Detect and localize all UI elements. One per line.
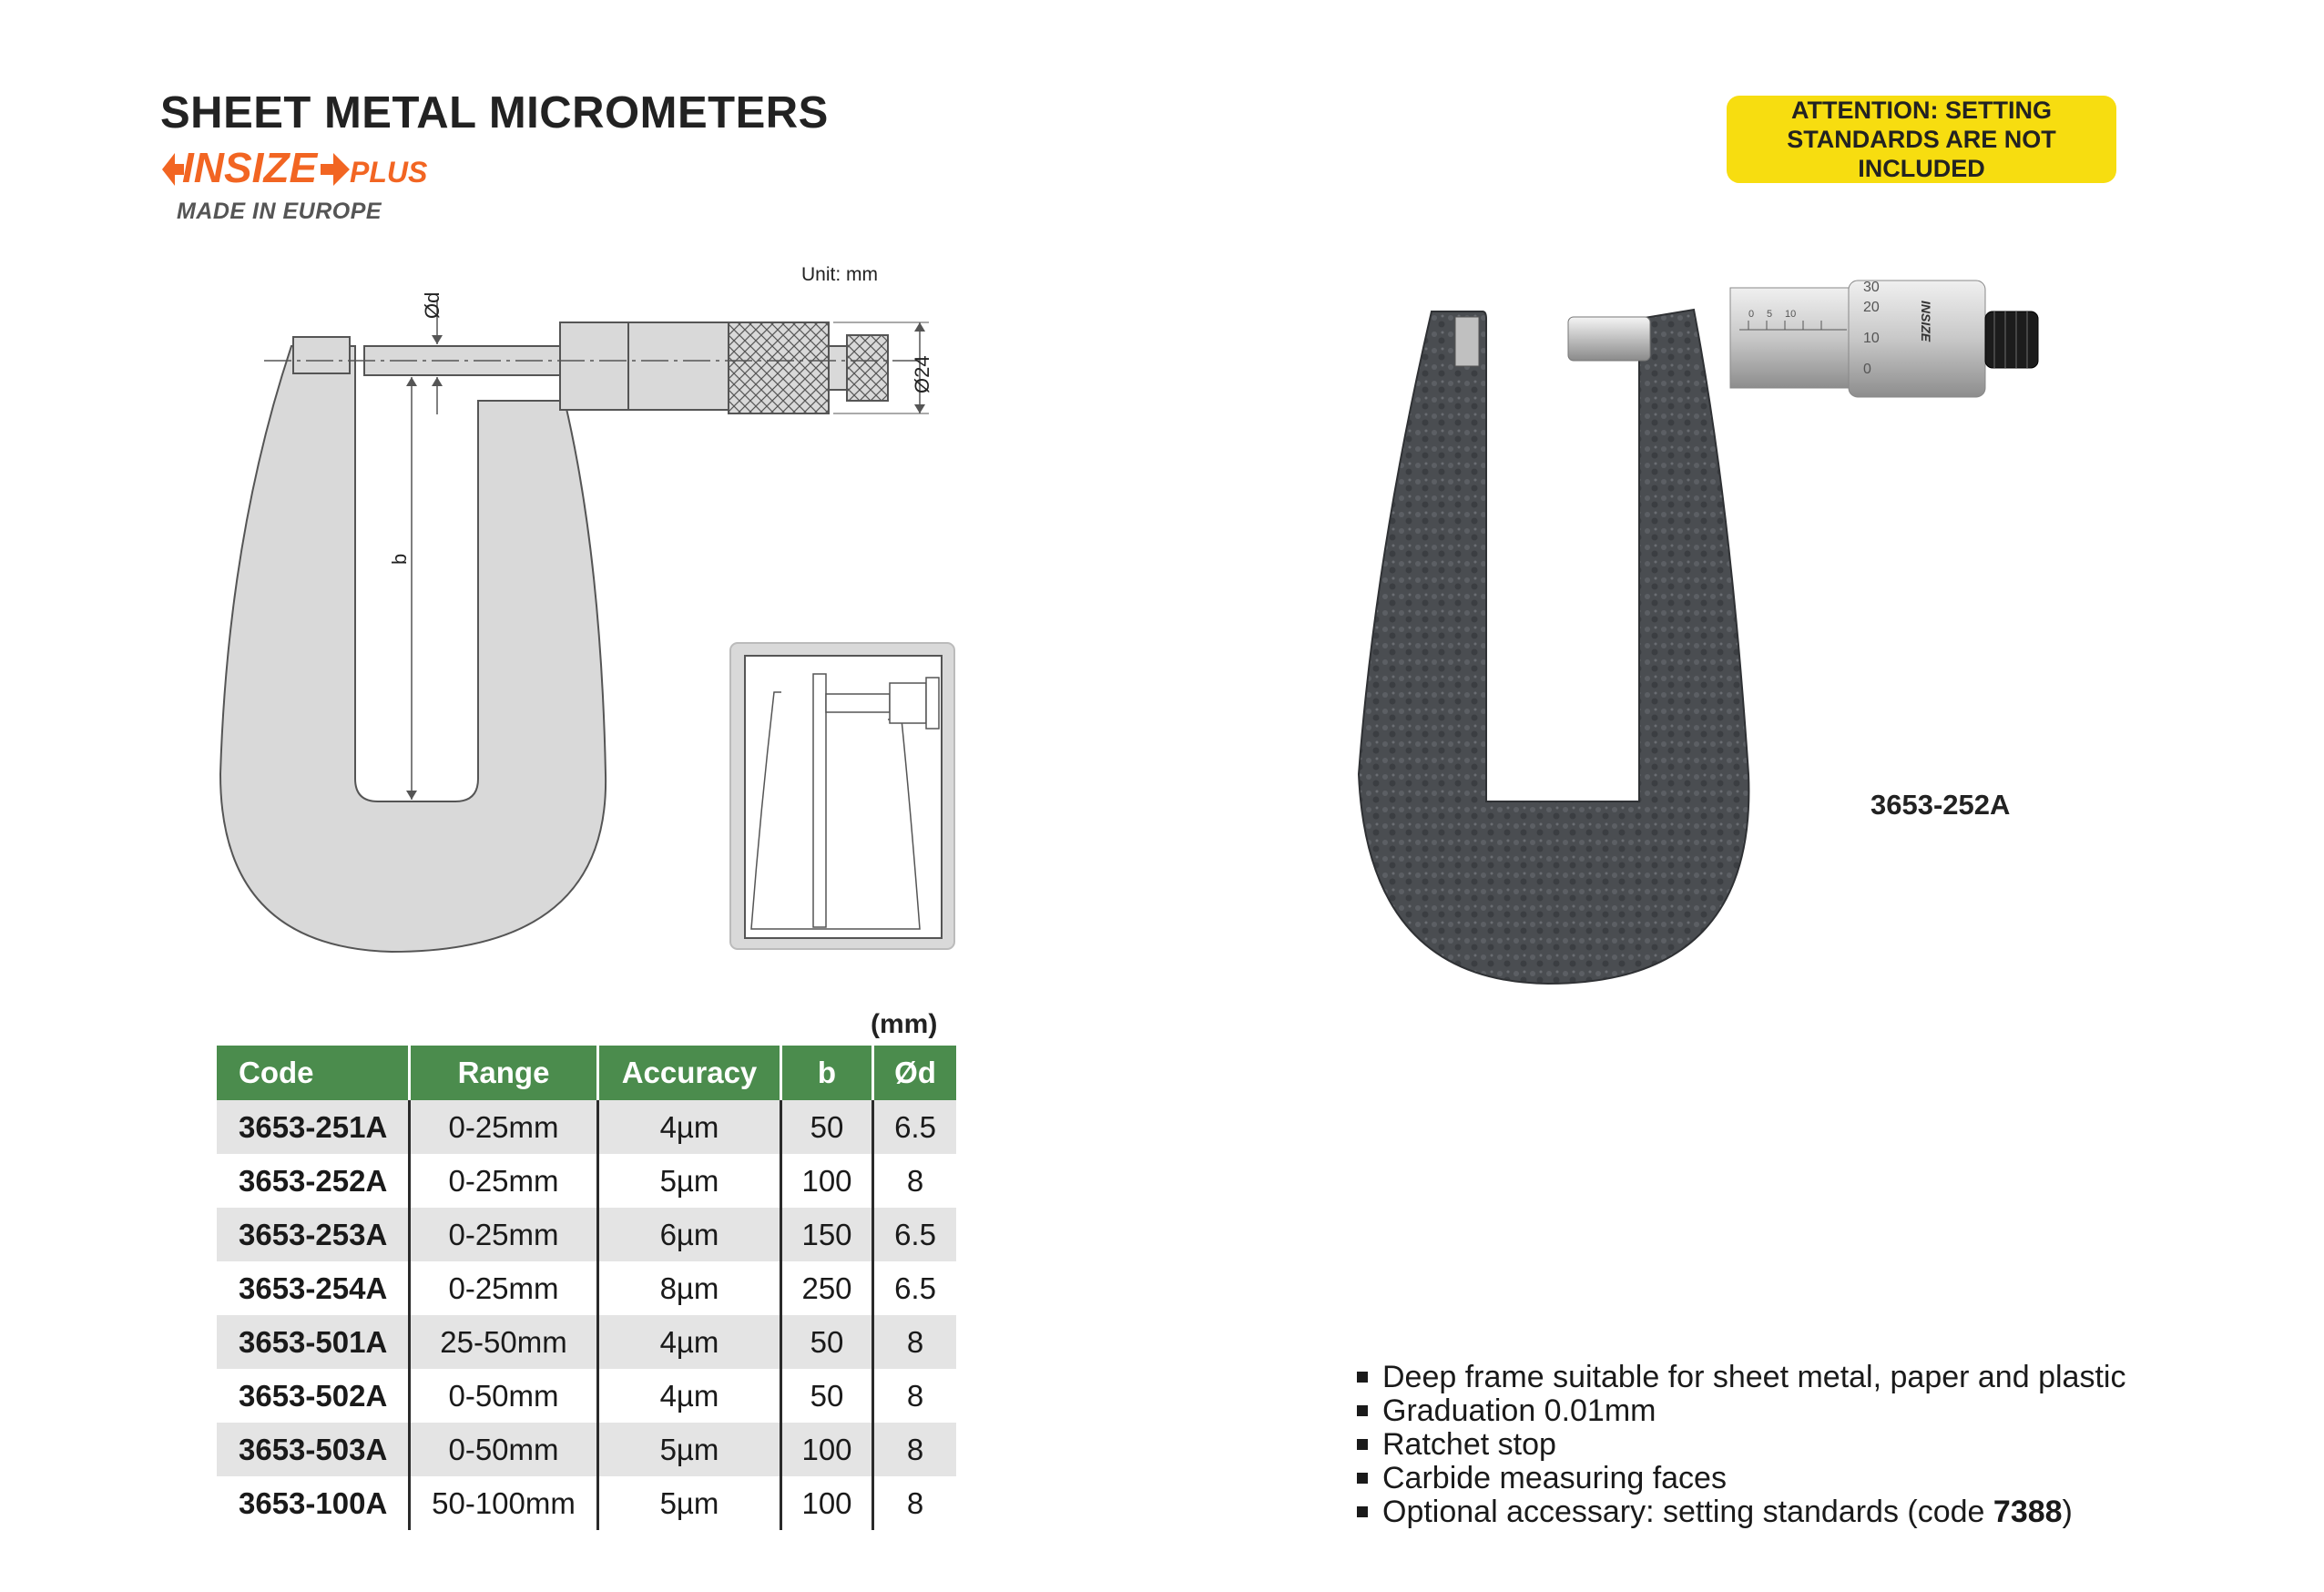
header-b: b — [781, 1046, 873, 1100]
bullet-icon — [1357, 1405, 1368, 1416]
cell-d: 8 — [873, 1315, 957, 1369]
cell-d: 8 — [873, 1369, 957, 1423]
sleeve-number-5: 5 — [1767, 309, 1773, 320]
cell-d: 8 — [873, 1476, 957, 1530]
feature-item — [1357, 1462, 2125, 1495]
thimble-number-20: 20 — [1863, 300, 1880, 315]
features-list — [1357, 1361, 2125, 1529]
brand-logo — [160, 142, 461, 228]
cell-accuracy: 6µm — [598, 1208, 781, 1261]
cell-b: 250 — [781, 1261, 873, 1315]
table-row — [217, 1476, 956, 1530]
bullet-icon — [1357, 1439, 1368, 1450]
photo-sleeve — [1730, 288, 1849, 388]
cell-accuracy: 4µm — [598, 1100, 781, 1154]
attention-line-1: ATTENTION: SETTING — [1791, 97, 2052, 124]
table-row — [217, 1100, 956, 1154]
photo-anvil — [1455, 317, 1479, 366]
product-photo — [1348, 264, 2140, 1002]
cell-range: 0-25mm — [410, 1261, 598, 1315]
table-row — [217, 1208, 956, 1261]
page-title: SHEET METAL MICROMETERS — [160, 88, 829, 138]
feature-item — [1357, 1495, 2125, 1529]
drawing-inset — [730, 643, 954, 949]
unit-label: Unit: mm — [801, 264, 878, 285]
drawing-sleeve-2 — [628, 322, 729, 410]
thimble-brand: INSIZE — [1919, 301, 1933, 342]
cell-d: 6.5 — [873, 1100, 957, 1154]
cell-b: 100 — [781, 1476, 873, 1530]
cell-b: 50 — [781, 1315, 873, 1369]
cell-range: 0-50mm — [410, 1369, 598, 1423]
table-unit: (mm) — [871, 1009, 938, 1039]
cell-range: 0-25mm — [410, 1154, 598, 1208]
cell-accuracy: 5µm — [598, 1476, 781, 1530]
cell-code: 3653-501A — [217, 1315, 410, 1369]
feature-text: Ratchet stop — [1382, 1427, 1556, 1462]
cell-b: 50 — [781, 1100, 873, 1154]
drawing-ratchet-neck — [829, 346, 847, 390]
cell-b: 100 — [781, 1423, 873, 1476]
table-row — [217, 1369, 956, 1423]
thimble-number-30: 30 — [1863, 280, 1880, 295]
cell-accuracy: 4µm — [598, 1369, 781, 1423]
cell-accuracy: 5µm — [598, 1154, 781, 1208]
cell-d: 6.5 — [873, 1208, 957, 1261]
drawing-frame — [220, 346, 606, 952]
feature-text: Optional accessary: setting standards (code — [1382, 1495, 1993, 1529]
feature-item — [1357, 1428, 2125, 1462]
feature-item — [1357, 1361, 2125, 1394]
header-d: Ød — [873, 1046, 957, 1100]
cell-accuracy: 8µm — [598, 1261, 781, 1315]
cell-range: 0-25mm — [410, 1100, 598, 1154]
cell-d: 8 — [873, 1423, 957, 1476]
photo-spindle — [1568, 317, 1650, 361]
photo-frame — [1359, 310, 1748, 984]
table-row — [217, 1154, 956, 1208]
header-code: Code — [217, 1046, 410, 1100]
attention-notice — [1727, 96, 2116, 183]
label-24: Ø24 — [911, 355, 933, 393]
brand-suffix: PLUS — [350, 156, 428, 189]
cell-code: 3653-502A — [217, 1369, 410, 1423]
cell-b: 100 — [781, 1154, 873, 1208]
sleeve-number-0: 0 — [1748, 309, 1755, 320]
cell-code: 3653-253A — [217, 1208, 410, 1261]
cell-accuracy: 4µm — [598, 1315, 781, 1369]
feature-text: Deep frame suitable for sheet metal, paper and plastic — [1382, 1360, 2126, 1394]
cell-d: 8 — [873, 1154, 957, 1208]
brand-name: INSIZE — [182, 144, 318, 191]
label-d: Ød — [421, 291, 443, 319]
table-row — [217, 1423, 956, 1476]
spec-table — [217, 1046, 956, 1530]
header-accuracy: Accuracy — [598, 1046, 781, 1100]
insize-logo-icon — [160, 142, 461, 197]
thimble-number-10: 10 — [1863, 331, 1880, 346]
feature-text-after: ) — [2062, 1495, 2073, 1529]
table-row — [217, 1315, 956, 1369]
bullet-icon — [1357, 1473, 1368, 1484]
feature-text: Carbide measuring faces — [1382, 1461, 1727, 1495]
photo-code: 3653-252A — [1870, 789, 2011, 821]
cell-code: 3653-254A — [217, 1261, 410, 1315]
feature-item — [1357, 1394, 2125, 1428]
drawing-ratchet — [847, 335, 888, 401]
cell-b: 50 — [781, 1369, 873, 1423]
cell-code: 3653-100A — [217, 1476, 410, 1530]
sleeve-number-10: 10 — [1785, 309, 1797, 320]
drawing-anvil — [293, 337, 350, 373]
cell-b: 150 — [781, 1208, 873, 1261]
attention-line-2: STANDARDS ARE NOT INCLUDED — [1787, 126, 2056, 182]
cell-d: 6.5 — [873, 1261, 957, 1315]
cell-code: 3653-251A — [217, 1100, 410, 1154]
cell-code: 3653-252A — [217, 1154, 410, 1208]
cell-code: 3653-503A — [217, 1423, 410, 1476]
cell-range: 25-50mm — [410, 1315, 598, 1369]
header-range: Range — [410, 1046, 598, 1100]
table-header-row — [217, 1046, 956, 1100]
drawing-thimble — [729, 322, 829, 413]
photo-ratchet — [1985, 311, 2038, 368]
cell-range: 50-100mm — [410, 1476, 598, 1530]
drawing-sleeve — [560, 322, 628, 410]
bullet-icon — [1357, 1506, 1368, 1517]
cell-accuracy: 5µm — [598, 1423, 781, 1476]
table-row — [217, 1261, 956, 1315]
feature-code: 7388 — [1993, 1495, 2063, 1529]
feature-text: Graduation 0.01mm — [1382, 1393, 1656, 1428]
cell-range: 0-50mm — [410, 1423, 598, 1476]
cell-range: 0-25mm — [410, 1208, 598, 1261]
technical-drawing — [209, 264, 993, 975]
thimble-number-0: 0 — [1863, 362, 1871, 377]
brand-tagline: MADE IN EUROPE — [177, 199, 382, 224]
label-b: b — [388, 553, 411, 565]
bullet-icon — [1357, 1372, 1368, 1383]
